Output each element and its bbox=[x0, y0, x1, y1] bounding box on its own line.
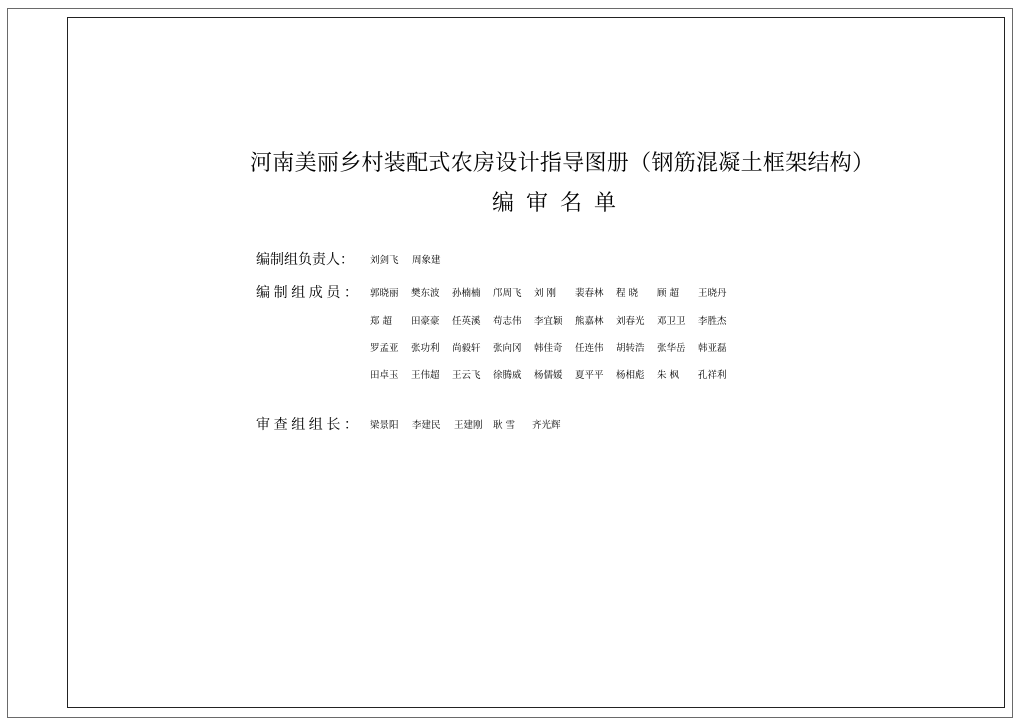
member-name: 顾 超 bbox=[657, 288, 680, 299]
member-name: 郑 超 bbox=[370, 316, 393, 327]
member-name: 朱 枫 bbox=[657, 370, 680, 381]
member-name: 邓卫卫 bbox=[657, 316, 686, 327]
member-name: 程 晓 bbox=[616, 288, 639, 299]
document-subtitle: 编审名单 bbox=[492, 191, 629, 216]
review-label: 审查组组长： bbox=[256, 417, 362, 433]
member-name: 李胜杰 bbox=[698, 316, 727, 327]
members-label: 编制组成员： bbox=[256, 285, 362, 301]
lead-name: 刘剑飞 bbox=[370, 255, 399, 266]
member-name: 樊东波 bbox=[411, 288, 440, 299]
reviewer-name: 王建刚 bbox=[454, 420, 483, 431]
member-name: 邝周飞 bbox=[493, 288, 522, 299]
member-name: 韩亚磊 bbox=[698, 343, 727, 354]
member-name: 刘春光 bbox=[616, 316, 645, 327]
member-name: 胡转浩 bbox=[616, 343, 645, 354]
member-name: 孙楠楠 bbox=[452, 288, 481, 299]
reviewer-name: 李建民 bbox=[412, 420, 441, 431]
drawing-frame-border bbox=[67, 17, 1005, 708]
reviewer-name: 梁景阳 bbox=[370, 420, 399, 431]
lead-label: 编制组负责人： bbox=[256, 252, 354, 268]
member-name: 王云飞 bbox=[452, 370, 481, 381]
document-title: 河南美丽乡村装配式农房设计指导图册（钢筋混凝土框架结构） bbox=[250, 151, 875, 176]
member-name: 徐腾威 bbox=[493, 370, 522, 381]
member-name: 苟志伟 bbox=[493, 316, 522, 327]
member-name: 张向冈 bbox=[493, 343, 522, 354]
member-name: 夏平平 bbox=[575, 370, 604, 381]
member-name: 张功利 bbox=[411, 343, 440, 354]
member-name: 田豪豪 bbox=[411, 316, 440, 327]
member-name: 张华岳 bbox=[657, 343, 686, 354]
member-name: 郭晓丽 bbox=[370, 288, 399, 299]
member-name: 杨相彪 bbox=[616, 370, 645, 381]
member-name: 尚毅轩 bbox=[452, 343, 481, 354]
reviewer-name: 耿 雪 bbox=[493, 420, 516, 431]
member-name: 韩佳奇 bbox=[534, 343, 563, 354]
member-name: 孔祥利 bbox=[698, 370, 727, 381]
member-name: 裴春林 bbox=[575, 288, 604, 299]
member-name: 任英溪 bbox=[452, 316, 481, 327]
member-name: 杨儒媛 bbox=[534, 370, 563, 381]
lead-name: 周象建 bbox=[412, 255, 441, 266]
member-name: 任连伟 bbox=[575, 343, 604, 354]
member-name: 熊嘉林 bbox=[575, 316, 604, 327]
reviewer-name: 齐光辉 bbox=[532, 420, 561, 431]
member-name: 田卓玉 bbox=[370, 370, 399, 381]
member-name: 王伟超 bbox=[411, 370, 440, 381]
member-name: 刘 刚 bbox=[534, 288, 557, 299]
member-name: 李宜颖 bbox=[534, 316, 563, 327]
member-name: 罗孟亚 bbox=[370, 343, 399, 354]
member-name: 王晓丹 bbox=[698, 288, 727, 299]
